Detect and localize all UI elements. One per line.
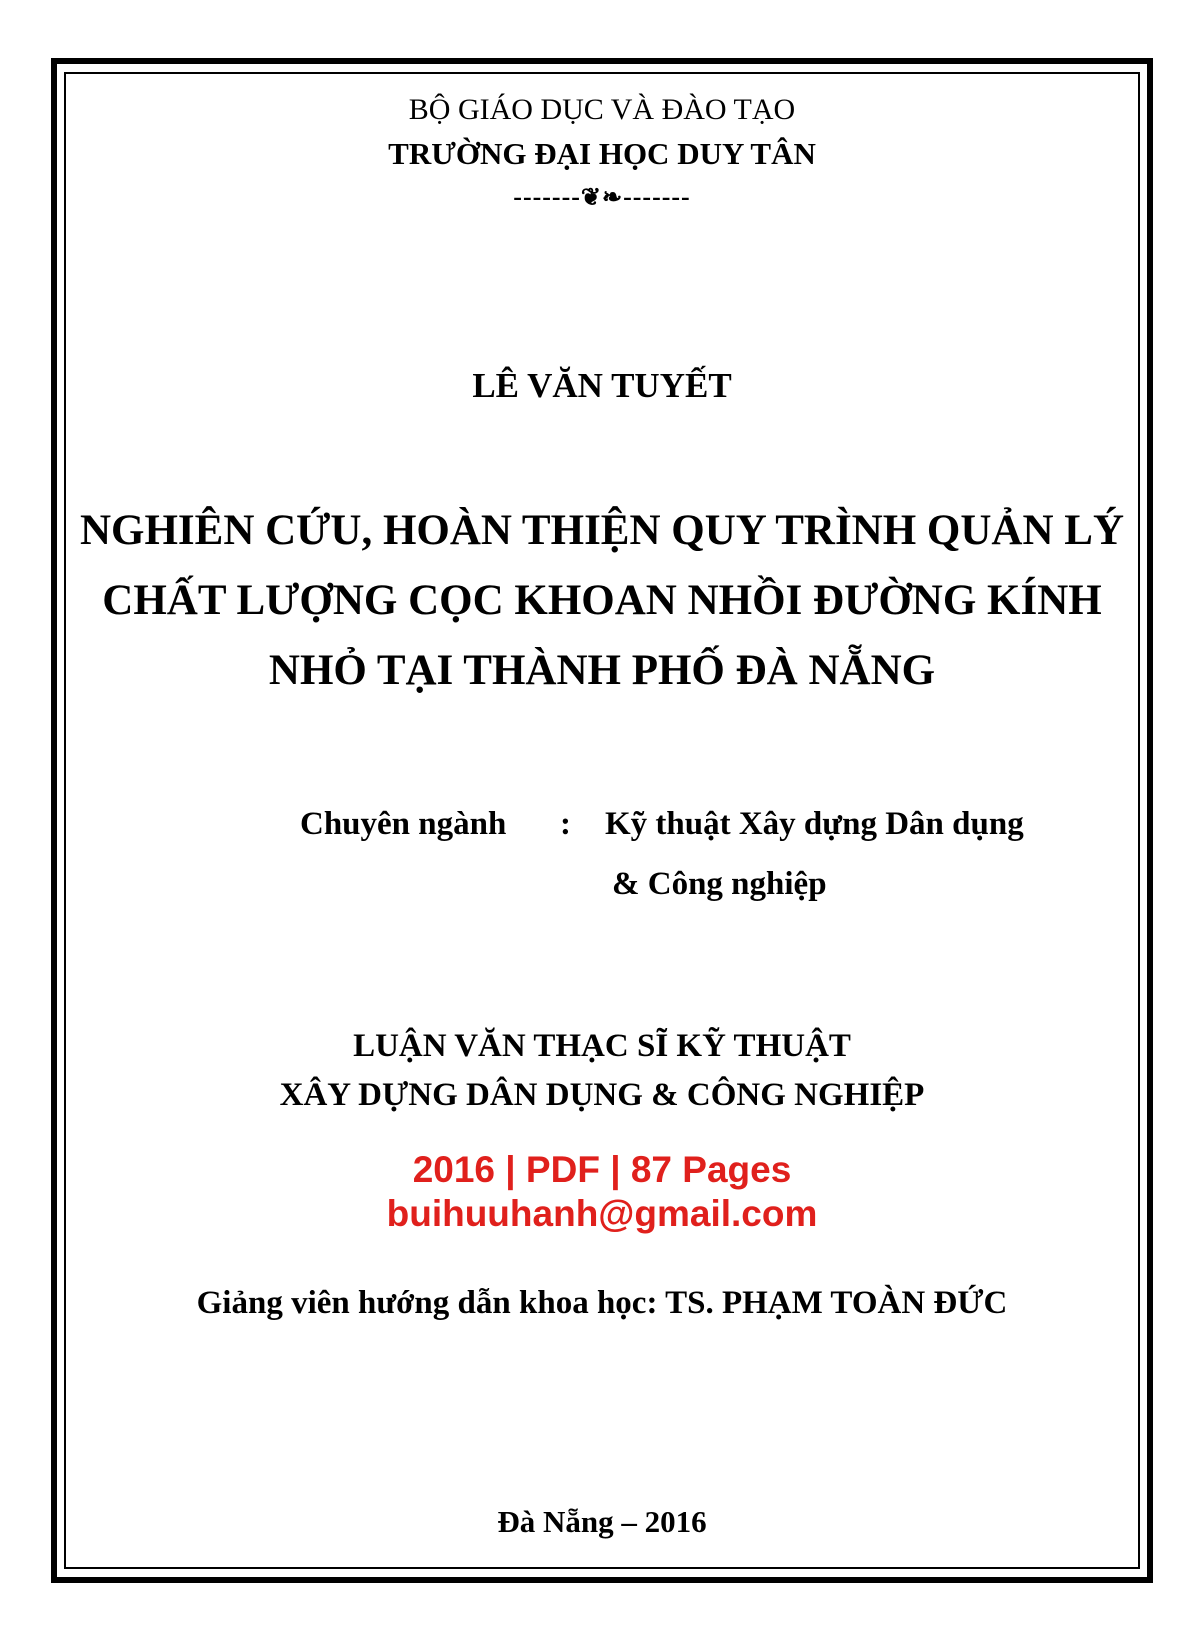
header-divider xyxy=(64,182,1140,212)
thesis-title-line: NGHIÊN CỨU, HOÀN THIỆN QUY TRÌNH QUẢN LÝ xyxy=(79,507,1125,554)
document-info: 2016 | PDF | 87 Pages xyxy=(412,1149,792,1190)
major-label: Chuyên ngành xyxy=(300,806,507,842)
thesis-title xyxy=(64,496,1140,706)
major-value: Kỹ thuật Xây dựng Dân dụng xyxy=(605,806,1024,842)
advisor-name: TS. PHẠM TOÀN ĐỨC xyxy=(665,1285,1008,1321)
author-name: LÊ VĂN TUYẾT xyxy=(472,366,732,405)
ministry-name: BỘ GIÁO DỤC VÀ ĐÀO TẠO xyxy=(408,93,796,126)
major-value-continued: & Công nghiệp xyxy=(612,866,827,902)
degree-field: XÂY DỰNG DÂN DỤNG & CÔNG NGHIỆP xyxy=(279,1077,925,1113)
thesis-title-line: CHẤT LƯỢNG CỌC KHOAN NHỒI ĐƯỜNG KÍNH xyxy=(102,577,1102,624)
contact-email: buihuuhanh@gmail.com xyxy=(386,1193,818,1234)
thesis-title-line: NHỎ TẠI THÀNH PHỐ ĐÀ NẴNG xyxy=(268,647,936,694)
advisor-line xyxy=(64,1285,1140,1322)
divider-dashes-left: ------- xyxy=(513,182,581,211)
university-name: TRƯỜNG ĐẠI HỌC DUY TÂN xyxy=(388,136,816,171)
ornament-icon: ❦❧ xyxy=(580,185,624,211)
advisor-label: Giảng viên hướng dẫn khoa học: xyxy=(196,1285,658,1321)
place-date: Đà Nẵng – 2016 xyxy=(497,1504,707,1539)
degree-title: LUẬN VĂN THẠC SĨ KỸ THUẬT xyxy=(353,1028,851,1064)
major-colon: : xyxy=(560,806,571,842)
divider-dashes-right: ------- xyxy=(623,182,691,211)
